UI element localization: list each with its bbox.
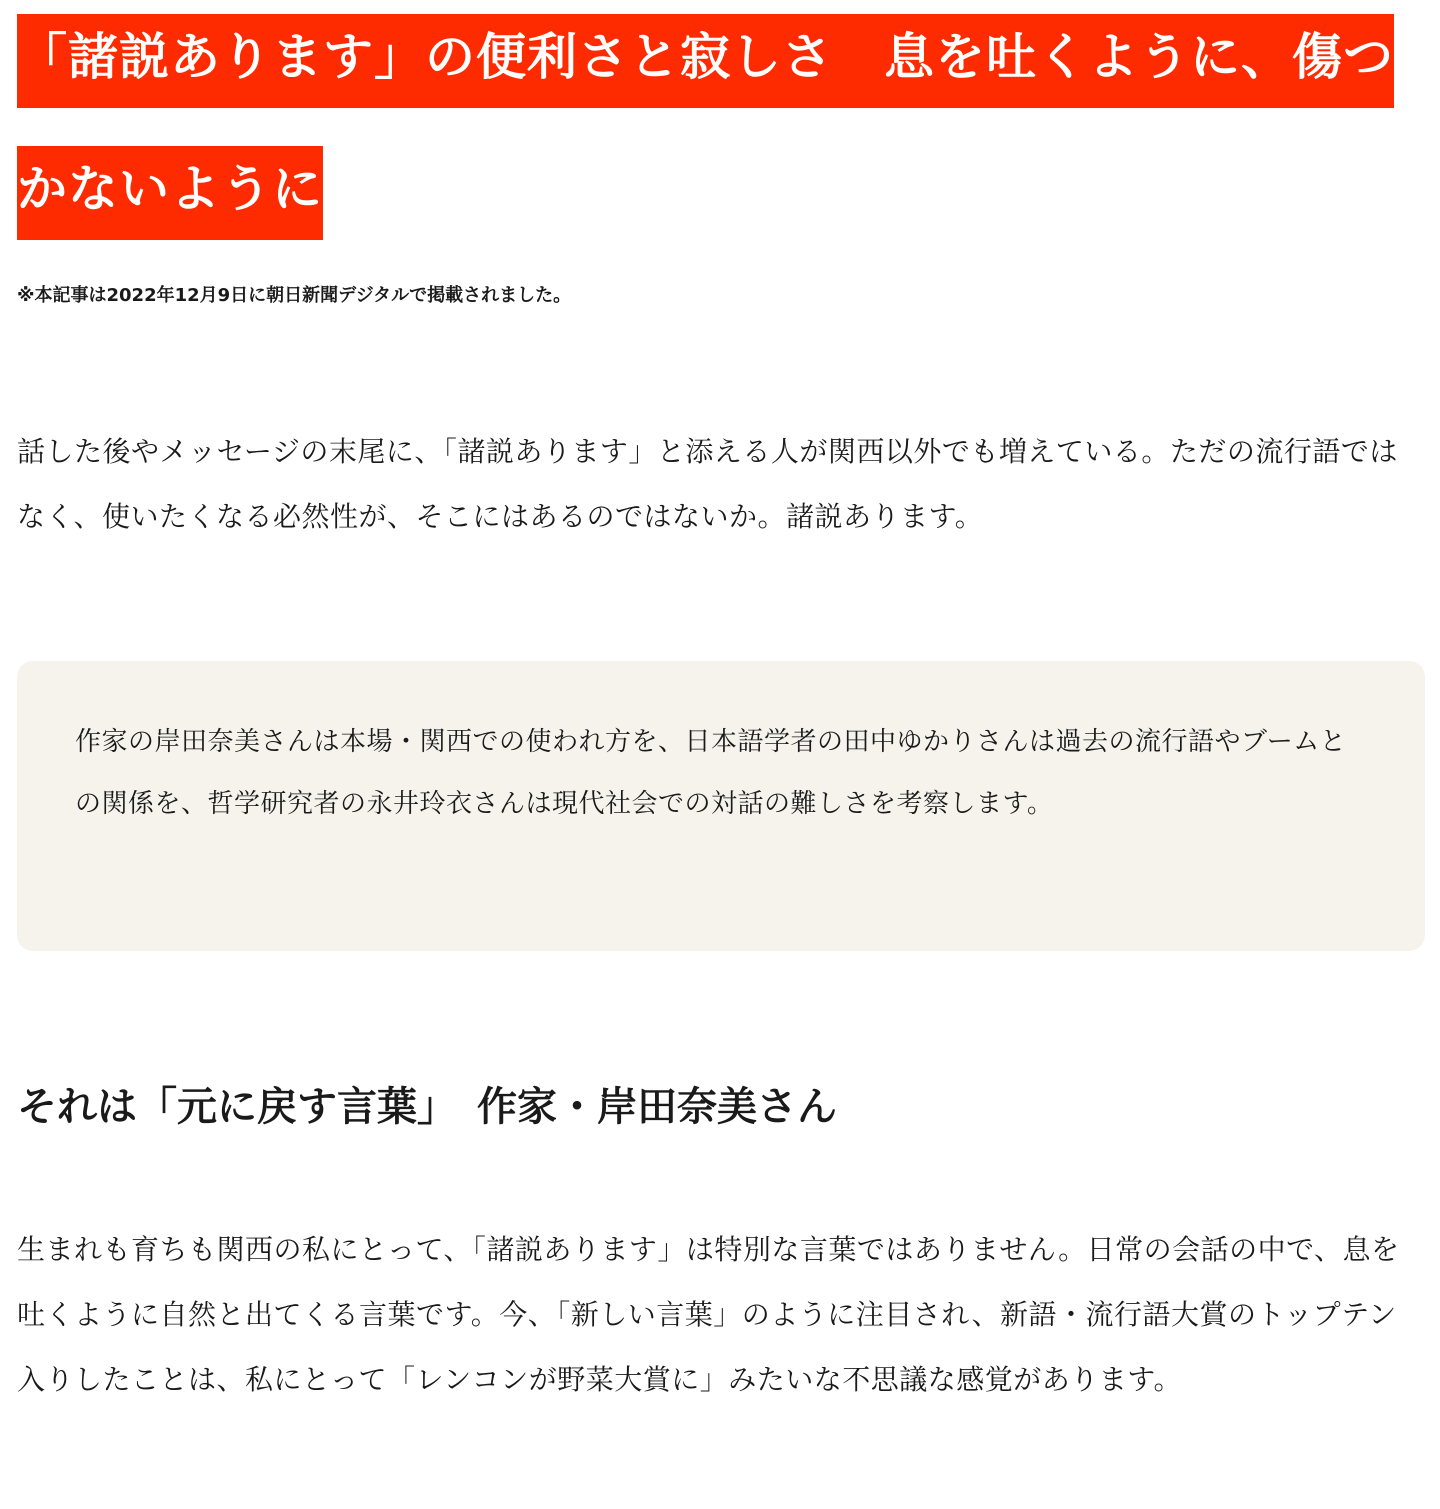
article-headline — [17, 0, 1425, 255]
article-container — [17, 8, 1425, 1412]
headline-text: 「諸説あります」の便利さと寂しさ 息を吐くように、傷つかないように — [17, 14, 1394, 240]
article-lead: 話した後やメッセージの末尾に、「諸説あります」と添える人が関西以外でも増えている。ただの流行語ではなく、使いたくなる必然性が、そこにはあるのではないか。諸説あります。 — [17, 435, 1398, 533]
publication-note: ※本記事は2022年12月9日に朝日新聞デジタルで掲載されました。 — [17, 285, 572, 306]
section-heading: それは「元に戻す言葉」 作家・岸田奈美さん — [17, 1084, 837, 1130]
summary-text: 作家の岸田奈美さんは本場・関西での使われ方を、日本語学者の田中ゆかりさんは過去の流行語やブームとの関係を、哲学研究者の永井玲衣さんは現代社会での対話の難しさを考察します。 — [75, 727, 1347, 819]
summary-box — [17, 661, 1425, 951]
section-paragraph: 生まれも育ちも関西の私にとって、「諸説あります」は特別な言葉ではありません。日常の会話の中で、息を吐くように自然と出てくる言葉です。今、「新しい言葉」のように注目され、新語・流行語大賞のトップテン入りしたことは、私にとって「レンコンが野菜大賞に」みたいな不思議な感覚があります。 — [17, 1233, 1400, 1396]
